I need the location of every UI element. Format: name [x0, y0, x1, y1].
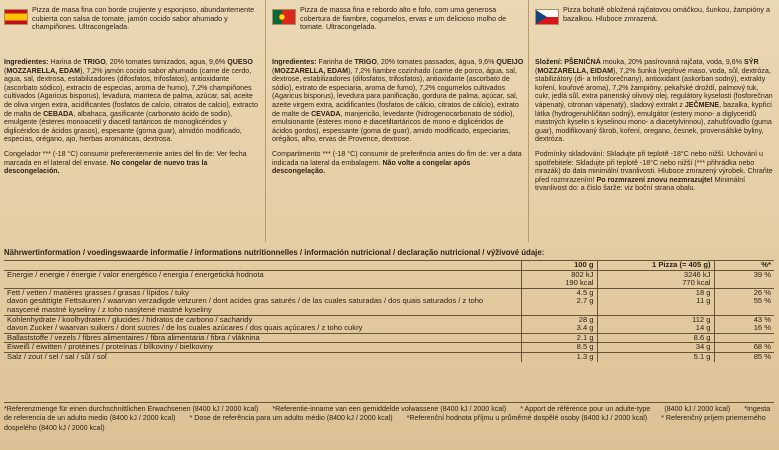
ingredients-text: Ingredientes: Harina de TRIGO, 20% tomates tamizados, agua, 9,6% QUESO (MOZZARELLA, EDAM), 7,2% jamón cocido sabor ahumado (carne de cerdo, agua, sal, dextrosa, estabilizadores (difosfatos, trifosfatos), antioxidante (ascorbato sódico), extracto de especias, aroma de humo), 7,2% champiñones cultivados (Agaricus bisporus), levadura, manteca de palma, azúcar, sal, aceite de oliva virgen extra, acidificantes (fosfatos de calcio, citratos de calcio), extracto de malta de CEBADA, albahaca, gasificante (carbonato ácido de sodio), emulgente (ésteres monoacetil y diacetil tartáricos de monoglicéridos y diglicéridos de ácidos grasos), espesante (goma guar), almidón modificado, especias, orégano, ajo, hierbas aromáticas, dextrosa. Congelador *** (-18 °C) consumir preferentemente antes del fin de: Ver fecha marcada en el lateral del envase. No congelar de nuevo tras la descongelación. [4, 58, 258, 176]
value-percent-ri: 26 % [714, 288, 774, 297]
value-per-pizza: 18 g [597, 288, 714, 297]
divider [528, 0, 529, 242]
col-per-100g: 100 g [521, 261, 597, 270]
table-row [4, 279, 774, 288]
footnote: (8400 kJ / 2000 kcal) [664, 405, 731, 413]
table-row [4, 343, 774, 353]
footnote: * Dose de referência para um adulto médio (8400 kJ / 2000 kcal) [189, 414, 393, 423]
nutrition-table [4, 261, 774, 362]
table-row [4, 288, 774, 297]
value-per-pizza: 770 kcal [597, 279, 714, 288]
value-percent-ri: 55 % [753, 297, 771, 306]
value-percent-ri: 39 % [714, 270, 774, 279]
table-header-row [4, 261, 774, 270]
value-percent-ri: 68 % [714, 343, 774, 353]
nutrient-label: Fett / vetten / matières grasses / grasas / lípidos / tuky [4, 288, 521, 297]
value-per-pizza: 14 g [597, 324, 714, 333]
table-row [4, 333, 774, 343]
table-row [4, 324, 774, 333]
value-per-pizza: 34 g [597, 343, 714, 353]
footnotes [4, 402, 774, 433]
storage-instructions: Podmínky skladování: Skladujte při teplotě -18°C nebo nižší. Uchování u spotřebitele: Skladujte při teplotě -18°C nebo nižší (*** přihrádka nebo mrazák) do data minimální trvanlivosti. Hluboce zmrazený výrobek. Chraňte před rozmrazením! Po rozmrazení znovu nezmrazujte! Minimální trvanlivost do: a číslo šarže: viz boční strana obalu. [535, 149, 773, 193]
value-percent-ri [714, 279, 774, 288]
panel-portuguese [268, 0, 528, 242]
product-description: Pizza bohatě obložená rajčatovou omáčkou, šunkou, žampióny a bazalkou. Hluboce zmrazená. [563, 5, 770, 23]
footnote: *Referenzmenge für einen durchschnittlichen Erwachsenen (8400 kJ / 2000 kcal) [4, 405, 259, 413]
value-per-pizza: 8.6 g [597, 333, 714, 343]
table-row [4, 315, 774, 324]
footnote: * Referenčný príjem priemerného dospelého (8400 kJ / 2000 kcal) [4, 414, 766, 432]
col-per-pizza: 1 Pizza (= 405 g) [597, 261, 714, 270]
panel-header [272, 0, 524, 44]
nutrient-label: Kohlenhydrate / koolhydraten / glucides / hidratos de carbono / sacharidy [4, 315, 521, 324]
value-percent-ri: 16 % [753, 324, 771, 333]
value-per-100g: 28 g [521, 315, 597, 324]
value-per-pizza: 112 g [597, 315, 714, 324]
value-percent-ri: 43 % [714, 315, 774, 324]
nutrient-label: Salz / zout / sel / sal / sůl / soľ [4, 352, 521, 361]
nutrient-label: Eiweiß / eiwitten / protéines / proteínas / bílkoviny / bielkoviny [4, 343, 521, 353]
table-row [4, 352, 774, 361]
value-per-100g: 1.3 g [521, 352, 597, 361]
ingredients-text: Ingredientes: Farinha de TRIGO, 20% tomates passados, água, 9,6% QUEIJO (MOZZARELLA, EDAM), 7,2% fiambre cozinhado (carne de porco, água, sal, dextrose, estabilizadores (difosfatos, trifosfatos), antioxidante (ascorbato de sódio), extrato de especiaria, aroma de fumo), 7,2% cogumelos cultivados (Agaricus bisporus), levedura para panificação, gordura de palma, açúcar, sal, azeite virgem extra, acidificantes (fosfatos de cálcio, citratos de cálcio), extrato de malte de CEVADA, manjericão, levedante (hidrogenocarbonato de sódio), emulsionante (ésteres mono e diacetiltartáricos de mono e diglicéridos de ácidos gordos), espessante (goma de guar), amido modificado, especiarias, orégãos, alho, ervas de Provence, dextrose. Compartimento *** (-18 °C) consumir de preferência antes do fim de: ver a data indicada na lateral da embalagem. Não volte a congelar após descongelação. [272, 58, 524, 176]
panel-header [4, 0, 258, 44]
portugal-flag-icon [272, 9, 296, 25]
value-percent-ri: 85 % [714, 352, 774, 361]
czech-flag-icon [535, 9, 559, 25]
footnote: *Referenční hodnota příjmu u průměrné dospělé osoby (8400 kJ / 2000 kcal) [406, 414, 648, 423]
nutrition-section [4, 248, 774, 362]
footnote: *Ingesta de referencia de un adulto medio (8400 kJ / 2000 kcal) [4, 405, 771, 423]
divider [265, 0, 266, 242]
storage-instructions: Congelador *** (-18 °C) consumir preferentemente antes del fin de: Ver fecha marcada en el lateral del envase. No congelar de nuevo tras la descongelación. [4, 149, 247, 176]
value-per-100g: 2.7 g [521, 297, 597, 315]
storage-instructions: Compartimento *** (-18 °C) consumir de preferência antes do fim de: ver a data indicada na lateral da embalagem. Não volte a congelar após descongelação. [272, 149, 522, 176]
value-per-pizza: 5.1 g [597, 352, 714, 361]
nutrient-label: Ballaststoffe / vezels / fibres alimentaires / fibra alimentaria / fibra / vláknina [4, 333, 521, 343]
nutrient-label: davon Zucker / waarvan suikers / dont sucres / de los cuales azúcares / dos quais açúcares / z toho cukry [4, 324, 521, 333]
ingredients-text: Složení: PŠENIČNÁ mouka, 20% pasírovaná rajčata, voda, 9,6% SÝR (MOZZARELLA, EIDAM), 7,2% šunka (vepřové maso, voda, sůl, dextróza, stabilizátory (di- a trifosforečnany), antioxidant (askorban sodný), extrakty koření, kouřové aroma), 7,2% žampióny, pekařské droždí, palmový tuk, cukr, jedlá sůl, extra panenský olivový olej, regulátory kyselosti (fosforečnan vápenatý, citronan vápenatý), sladový extrakt z JEČMENE, bazalka, kypřicí látka (hydrogenuhličitan sodný), emulgátor (estery mono- a diglyceridů mastných kyselin s kyselinou mono- a diacetylvinnou), zahušťovadlo (guma guar), modifikovaný škrob, koření, oregano, česnek, provensálské byliny, dextróza. Podmínky skladování: Skladujte při teplotě -18°C nebo nižší. Uchování u spotřebitele: Skladujte při teplotě -18°C nebo nižší (*** přihrádka nebo mrazák) do data minimální trvanlivosti. Hluboce zmrazený výrobek. Chraňte před rozmrazením! Po rozmrazení znovu nezmrazujte! Minimální trvanlivost do: a číslo šarže: viz boční strana obalu. [535, 58, 775, 193]
panel-czech [531, 0, 779, 242]
value-per-pizza: 3246 kJ [597, 270, 714, 279]
col-percent-ri: %* [761, 261, 771, 269]
table-row [4, 270, 774, 279]
nutrient-label: davon gesättigte Fettsäuren / waarvan verzadigde vetzuren / dont acides gras saturés / de las cuales saturadas / dos quais saturados / z toho nasycené mastné kyseliny / z toho nasýtené mastné kyseliny [4, 297, 521, 315]
nutrition-title: Nährwertinformation / voedingswaarde informatie / informations nutritionnelles / información nutricional / declaração nutricional / výživové údaje: [4, 248, 774, 261]
panel-spanish [0, 0, 262, 242]
product-description: Pizza de massa fina e rebordo alto e fofo, com uma generosa cobertura de fiambre, cogumelos, ervas e um delicioso molho de tomate. Ultracongelada. [300, 5, 507, 32]
value-per-100g: 802 kJ [521, 270, 597, 279]
footnote: *Referentie-inname van een gemiddelde volwassene (8400 kJ / 2000 kcal) [272, 405, 507, 413]
value-per-100g: 190 kcal [521, 279, 597, 288]
spain-flag-icon [4, 9, 28, 25]
product-description: Pizza de masa fina con borde crujiente y esponjoso, abundantemente cubierta con salsa de tomate, jamón cocido sabor ahumado y champiñones. Ultracongelada. [32, 5, 255, 32]
table-header-label [4, 261, 521, 270]
value-per-100g: 2.1 g [521, 333, 597, 343]
panel-header [535, 0, 775, 44]
table-row [4, 297, 774, 315]
value-per-100g: 8.5 g [521, 343, 597, 353]
value-per-pizza: 11 g [597, 297, 714, 315]
footnote: * Apport de référence pour un adulte-type [520, 405, 651, 413]
value-per-100g: 4.5 g [521, 288, 597, 297]
value-per-100g: 3.4 g [521, 324, 597, 333]
nutrient-label [4, 279, 521, 288]
value-percent-ri [714, 333, 774, 343]
nutrient-label: Energie / energie / énergie / valor energético / energia / energetická hodnota [4, 270, 521, 279]
